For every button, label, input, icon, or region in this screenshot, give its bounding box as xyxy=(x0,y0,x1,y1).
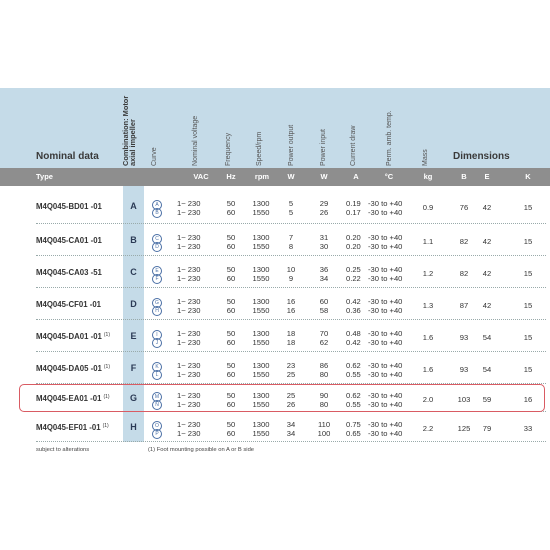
frequency-value: 50 xyxy=(226,420,236,429)
nominal-voltage-value: 1~ 230 xyxy=(177,337,201,347)
nominal-voltage-value: 1~ 230 xyxy=(177,265,201,274)
curve-marker-icon: E xyxy=(152,266,162,276)
unit-vac: VAC xyxy=(193,172,209,181)
power-output-header: Power output xyxy=(288,124,295,166)
power-input-value: 90 xyxy=(319,391,329,400)
combination-letter: C xyxy=(130,267,137,277)
curve-header: Curve xyxy=(151,147,158,166)
unit-w-input: W xyxy=(320,172,328,181)
type-name: M4Q045-DA05 -01 xyxy=(36,364,102,373)
perm-amb-temp-value: -30 to +40 xyxy=(368,241,403,251)
unit-c: °C xyxy=(384,172,394,181)
curve-marker-icon: J xyxy=(152,338,162,348)
mass-value: 1.6 xyxy=(422,364,434,374)
nominal-voltage-value: 1~ 230 xyxy=(177,369,201,379)
nominal-voltage-value: 1~ 230 xyxy=(177,241,201,251)
perm-amb-temp-value: -30 to +40 xyxy=(368,265,403,274)
curve-marker-icon: G xyxy=(152,298,162,308)
power-input-value: 86 xyxy=(319,361,329,370)
footnote-alterations: subject to alterations xyxy=(36,447,90,453)
speed-value: 1300 xyxy=(252,391,270,400)
perm-amb-temp-value: -30 to +40 xyxy=(368,233,403,242)
power-output-value: 25 xyxy=(286,391,296,400)
combination-letter: A xyxy=(130,201,137,211)
combination-header: Combination: Motor axial impeller xyxy=(121,95,137,166)
frequency-value: 50 xyxy=(226,361,236,370)
combination-letter: G xyxy=(129,393,137,403)
power-output-value: 5 xyxy=(288,207,294,217)
frequency-value: 50 xyxy=(226,329,236,338)
dimension-e-value: 42 xyxy=(482,236,492,246)
power-input-value: 30 xyxy=(319,241,329,251)
frequency-value: 60 xyxy=(226,273,236,283)
type-name: M4Q045-DA01 -01 xyxy=(36,332,102,341)
type-cell xyxy=(36,236,102,245)
type-name: M4Q045-BD01 -01 xyxy=(36,202,102,211)
footnote-marker: (1) xyxy=(102,423,109,429)
nominal-voltage-value: 1~ 230 xyxy=(177,361,201,370)
dimension-k-value: 15 xyxy=(523,300,533,310)
mass-value: 1.1 xyxy=(422,236,434,246)
power-output-value: 18 xyxy=(286,329,296,338)
current-draw-value: 0.75 xyxy=(346,420,361,429)
dimension-e-value: 42 xyxy=(482,300,492,310)
mass-value: 1.2 xyxy=(422,268,434,278)
type-cell xyxy=(36,332,110,341)
current-draw-value: 0.48 xyxy=(346,329,361,338)
power-output-value: 10 xyxy=(286,265,296,274)
nominal-voltage-value: 1~ 230 xyxy=(177,391,201,400)
dimension-b-value: 103 xyxy=(457,394,471,404)
speed-value: 1300 xyxy=(252,233,270,242)
power-input-value: 26 xyxy=(319,207,329,217)
nominal-voltage-value: 1~ 230 xyxy=(177,305,201,315)
speed-value: 1550 xyxy=(252,428,270,438)
mass-header: Mass xyxy=(422,149,429,166)
highlight-row-frame xyxy=(19,384,545,412)
curve-marker-icon: A xyxy=(152,200,162,210)
power-output-value: 25 xyxy=(286,369,296,379)
current-draw-value: 0.20 xyxy=(346,241,361,251)
current-draw-value: 0.42 xyxy=(346,337,361,347)
type-cell xyxy=(36,423,109,432)
dimensions-title: Dimensions xyxy=(453,151,510,162)
perm-amb-temp-value: -30 to +40 xyxy=(368,399,403,409)
dimension-k-value: 15 xyxy=(523,268,533,278)
type-cell xyxy=(36,202,102,211)
type-cell xyxy=(36,268,102,277)
combination-letter: D xyxy=(130,299,137,309)
frequency-value: 50 xyxy=(226,233,236,242)
nominal-voltage-value: 1~ 230 xyxy=(177,420,201,429)
power-input-value: 58 xyxy=(319,305,329,315)
speed-value: 1550 xyxy=(252,305,270,315)
power-input-value: 36 xyxy=(319,265,329,274)
unit-a: A xyxy=(353,172,359,181)
dimension-e-value: 42 xyxy=(482,202,492,212)
power-output-value: 7 xyxy=(288,233,294,242)
frequency-value: 50 xyxy=(226,391,236,400)
curve-marker-icon: L xyxy=(152,370,162,380)
speed-value: 1550 xyxy=(252,337,270,347)
row-separator xyxy=(36,351,546,352)
current-draw-value: 0.62 xyxy=(346,391,361,400)
frequency-value: 60 xyxy=(226,337,236,347)
perm-amb-temp-value: -30 to +40 xyxy=(368,199,403,208)
dimension-k-value: 15 xyxy=(523,364,533,374)
power-input-value: 80 xyxy=(319,399,329,409)
speed-value: 1550 xyxy=(252,399,270,409)
nominal-voltage-value: 1~ 230 xyxy=(177,199,201,208)
power-input-value: 100 xyxy=(317,428,331,438)
row-separator xyxy=(36,255,546,256)
power-output-value: 5 xyxy=(288,199,294,208)
power-input-value: 29 xyxy=(319,199,329,208)
curve-marker-icon: F xyxy=(152,274,162,284)
speed-value: 1300 xyxy=(252,361,270,370)
current-draw-value: 0.20 xyxy=(346,233,361,242)
current-draw-value: 0.65 xyxy=(346,428,361,438)
mass-value: 0.9 xyxy=(422,202,434,212)
speed-value: 1300 xyxy=(252,420,270,429)
perm-amb-temp-header: Perm. amb. temp. xyxy=(386,110,393,166)
nominal-voltage-value: 1~ 230 xyxy=(177,399,201,409)
current-draw-value: 0.19 xyxy=(346,199,361,208)
footnote-marker: (1) xyxy=(103,394,110,400)
speed-value: 1550 xyxy=(252,369,270,379)
perm-amb-temp-value: -30 to +40 xyxy=(368,391,403,400)
power-output-value: 16 xyxy=(286,305,296,315)
dimension-k-value: 15 xyxy=(523,202,533,212)
dimension-e-value: 79 xyxy=(482,423,492,433)
nominal-voltage-value: 1~ 230 xyxy=(177,233,201,242)
nominal-voltage-value: 1~ 230 xyxy=(177,428,201,438)
current-draw-value: 0.36 xyxy=(346,305,361,315)
dimension-b-value: 87 xyxy=(459,300,469,310)
perm-amb-temp-value: -30 to +40 xyxy=(368,369,403,379)
row-separator xyxy=(36,441,546,442)
frequency-value: 60 xyxy=(226,305,236,315)
power-output-value: 16 xyxy=(286,297,296,306)
perm-amb-temp-value: -30 to +40 xyxy=(368,273,403,283)
type-name: M4Q045-CA01 -01 xyxy=(36,236,102,245)
current-draw-value: 0.62 xyxy=(346,361,361,370)
curve-marker-icon: B xyxy=(152,208,162,218)
frequency-header: Frequency xyxy=(225,132,232,166)
speed-value: 1300 xyxy=(252,199,270,208)
power-input-value: 31 xyxy=(319,233,329,242)
unit-w-output: W xyxy=(287,172,295,181)
dimension-e-value: 54 xyxy=(482,364,492,374)
current-draw-value: 0.17 xyxy=(346,207,361,217)
perm-amb-temp-value: -30 to +40 xyxy=(368,207,403,217)
unit-kg: kg xyxy=(423,172,433,181)
perm-amb-temp-value: -30 to +40 xyxy=(368,361,403,370)
unit-k: K xyxy=(525,172,531,181)
combination-letter: B xyxy=(130,235,137,245)
nominal-data-title: Nominal data xyxy=(36,151,99,162)
dimension-e-value: 42 xyxy=(482,268,492,278)
combination-letter: E xyxy=(130,331,137,341)
footnote-marker: (1) xyxy=(103,332,110,338)
frequency-value: 50 xyxy=(226,265,236,274)
curve-marker-icon: O xyxy=(152,421,162,431)
type-name: M4Q045-EA01 -01 xyxy=(36,394,102,403)
curve-marker-icon: M xyxy=(152,392,162,402)
speed-value: 1300 xyxy=(252,265,270,274)
dimension-b-value: 125 xyxy=(457,423,471,433)
speed-value: 1550 xyxy=(252,241,270,251)
frequency-value: 50 xyxy=(226,199,236,208)
perm-amb-temp-value: -30 to +40 xyxy=(368,305,403,315)
type-col-header: Type xyxy=(36,172,53,181)
power-output-value: 8 xyxy=(288,241,294,251)
curve-marker-icon: H xyxy=(152,306,162,316)
unit-rpm: rpm xyxy=(254,172,270,181)
perm-amb-temp-value: -30 to +40 xyxy=(368,297,403,306)
unit-hz: Hz xyxy=(226,172,236,181)
speed-value: 1300 xyxy=(252,329,270,338)
nominal-voltage-value: 1~ 230 xyxy=(177,297,201,306)
curve-marker-icon: C xyxy=(152,234,162,244)
power-output-value: 34 xyxy=(286,428,296,438)
speed-value: 1550 xyxy=(252,207,270,217)
power-output-value: 9 xyxy=(288,273,294,283)
current-draw-value: 0.55 xyxy=(346,369,361,379)
curve-marker-icon: I xyxy=(152,330,162,340)
frequency-value: 60 xyxy=(226,399,236,409)
nominal-voltage-value: 1~ 230 xyxy=(177,273,201,283)
curve-marker-icon: P xyxy=(152,429,162,439)
speed-value: 1550 xyxy=(252,273,270,283)
power-input-value: 70 xyxy=(319,329,329,338)
nominal-voltage-header: Nominal voltage xyxy=(192,115,199,166)
power-output-value: 34 xyxy=(286,420,296,429)
combination-letter: H xyxy=(130,422,137,432)
nominal-voltage-value: 1~ 230 xyxy=(177,329,201,338)
dimension-b-value: 93 xyxy=(459,364,469,374)
power-input-value: 62 xyxy=(319,337,329,347)
type-name: M4Q045-EF01 -01 xyxy=(36,423,101,432)
type-name: M4Q045-CA03 -51 xyxy=(36,268,102,277)
type-name: M4Q045-CF01 -01 xyxy=(36,300,102,309)
type-cell xyxy=(36,300,101,309)
power-input-header: Power input xyxy=(320,129,327,166)
perm-amb-temp-value: -30 to +40 xyxy=(368,337,403,347)
dimension-k-value: 15 xyxy=(523,332,533,342)
mass-value: 2.0 xyxy=(422,394,434,404)
curve-marker-icon: K xyxy=(152,362,162,372)
frequency-value: 60 xyxy=(226,207,236,217)
frequency-value: 60 xyxy=(226,369,236,379)
curve-marker-icon: D xyxy=(152,242,162,252)
frequency-value: 60 xyxy=(226,241,236,251)
dimension-k-value: 16 xyxy=(523,394,533,404)
row-separator xyxy=(36,287,546,288)
row-separator xyxy=(36,319,546,320)
current-draw-value: 0.42 xyxy=(346,297,361,306)
mass-value: 1.3 xyxy=(422,300,434,310)
combination-letter: F xyxy=(130,363,137,373)
curve-marker-icon: N xyxy=(152,400,162,410)
unit-e: E xyxy=(484,172,490,181)
type-cell xyxy=(36,364,110,373)
dimension-k-value: 15 xyxy=(523,236,533,246)
speed-value: 1300 xyxy=(252,297,270,306)
footnote-foot-mounting: (1) Foot mounting possible on A or B side xyxy=(148,447,255,453)
perm-amb-temp-value: -30 to +40 xyxy=(368,428,403,438)
footnote-marker: (1) xyxy=(103,364,110,370)
power-input-value: 110 xyxy=(317,420,331,429)
dimension-b-value: 76 xyxy=(459,202,469,212)
current-draw-value: 0.22 xyxy=(346,273,361,283)
unit-b: B xyxy=(461,172,467,181)
mass-value: 2.2 xyxy=(422,423,434,433)
mass-value: 1.6 xyxy=(422,332,434,342)
nominal-voltage-value: 1~ 230 xyxy=(177,207,201,217)
dimension-b-value: 82 xyxy=(459,268,469,278)
power-input-value: 34 xyxy=(319,273,329,283)
speed-header: Speed/rpm xyxy=(256,131,263,166)
dimension-b-value: 93 xyxy=(459,332,469,342)
perm-amb-temp-value: -30 to +40 xyxy=(368,329,403,338)
row-separator xyxy=(36,223,546,224)
perm-amb-temp-value: -30 to +40 xyxy=(368,420,403,429)
dimension-e-value: 54 xyxy=(482,332,492,342)
frequency-value: 50 xyxy=(226,297,236,306)
power-input-value: 60 xyxy=(319,297,329,306)
frequency-value: 60 xyxy=(226,428,236,438)
current-draw-value: 0.25 xyxy=(346,265,361,274)
power-input-value: 80 xyxy=(319,369,329,379)
current-draw-value: 0.55 xyxy=(346,399,361,409)
power-output-value: 26 xyxy=(286,399,296,409)
dimension-e-value: 59 xyxy=(482,394,492,404)
current-draw-header: Current draw xyxy=(350,125,357,166)
power-output-value: 23 xyxy=(286,361,296,370)
power-output-value: 18 xyxy=(286,337,296,347)
dimension-b-value: 82 xyxy=(459,236,469,246)
dimension-k-value: 33 xyxy=(523,423,533,433)
